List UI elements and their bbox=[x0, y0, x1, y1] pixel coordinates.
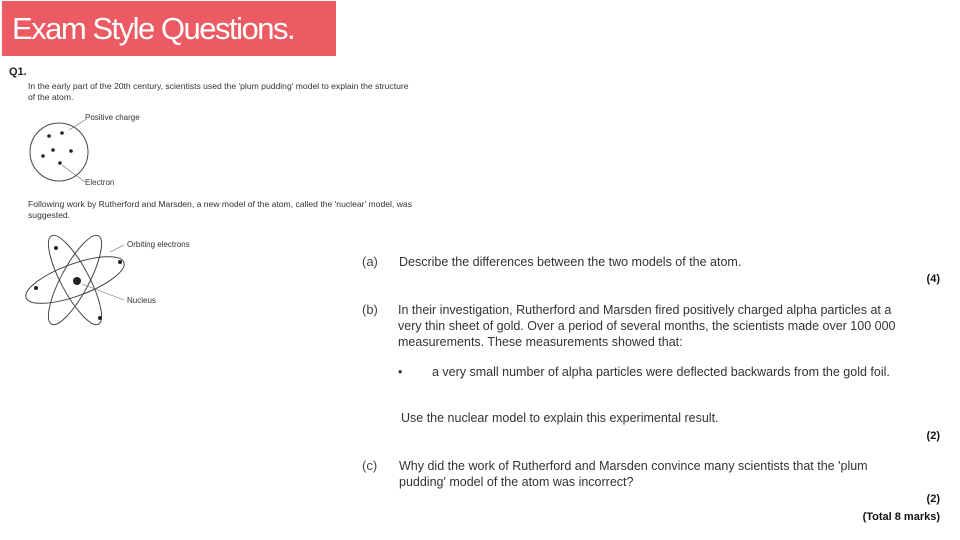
part-b-bullet-dot: • bbox=[398, 365, 403, 379]
part-b-instruction: Use the nuclear model to explain this experimental result. bbox=[401, 411, 719, 425]
plum-label-positive: Positive charge bbox=[85, 113, 140, 122]
part-a-text: Describe the differences between the two models of the atom. bbox=[399, 255, 742, 269]
nuclear-label-orbiting: Orbiting electrons bbox=[127, 240, 190, 249]
question-number: Q1. bbox=[9, 66, 27, 78]
part-b-text: In their investigation, Rutherford and Marsden fired positively charged alpha particles at a very thin sheet of gold. Over a period of several months, the scientists made over 100 000 measurements. These measurements showed that: bbox=[398, 303, 896, 349]
part-b-bullet: a very small number of alpha particles were deflected backwards from the gold foil. bbox=[432, 365, 890, 379]
question-followup: Following work by Rutherford and Marsden, a new model of the atom, called the 'nuclear' model, was suggested. bbox=[28, 199, 412, 220]
nuclear-model-diagram bbox=[20, 228, 130, 332]
total-marks: (Total 8 marks) bbox=[862, 511, 940, 523]
page-title: Exam Style Questions. bbox=[12, 10, 295, 46]
part-a-marks: (4) bbox=[926, 273, 940, 285]
title-banner bbox=[2, 1, 336, 56]
question-intro: In the early part of the 20th century, scientists used the 'plum pudding' model to explain the structure of the atom. bbox=[28, 81, 409, 102]
nuclear-label-nucleus: Nucleus bbox=[127, 296, 156, 305]
part-c-text: Why did the work of Rutherford and Marsden convince many scientists that the 'plum pudding' model of the atom was incorrect? bbox=[399, 459, 868, 489]
plum-label-electron: Electron bbox=[85, 178, 115, 187]
part-c-marks: (2) bbox=[926, 493, 940, 505]
part-a-letter: (a) bbox=[362, 254, 378, 269]
part-b-letter: (b) bbox=[362, 302, 378, 317]
part-c-letter: (c) bbox=[362, 458, 378, 473]
part-b-marks: (2) bbox=[926, 430, 940, 442]
